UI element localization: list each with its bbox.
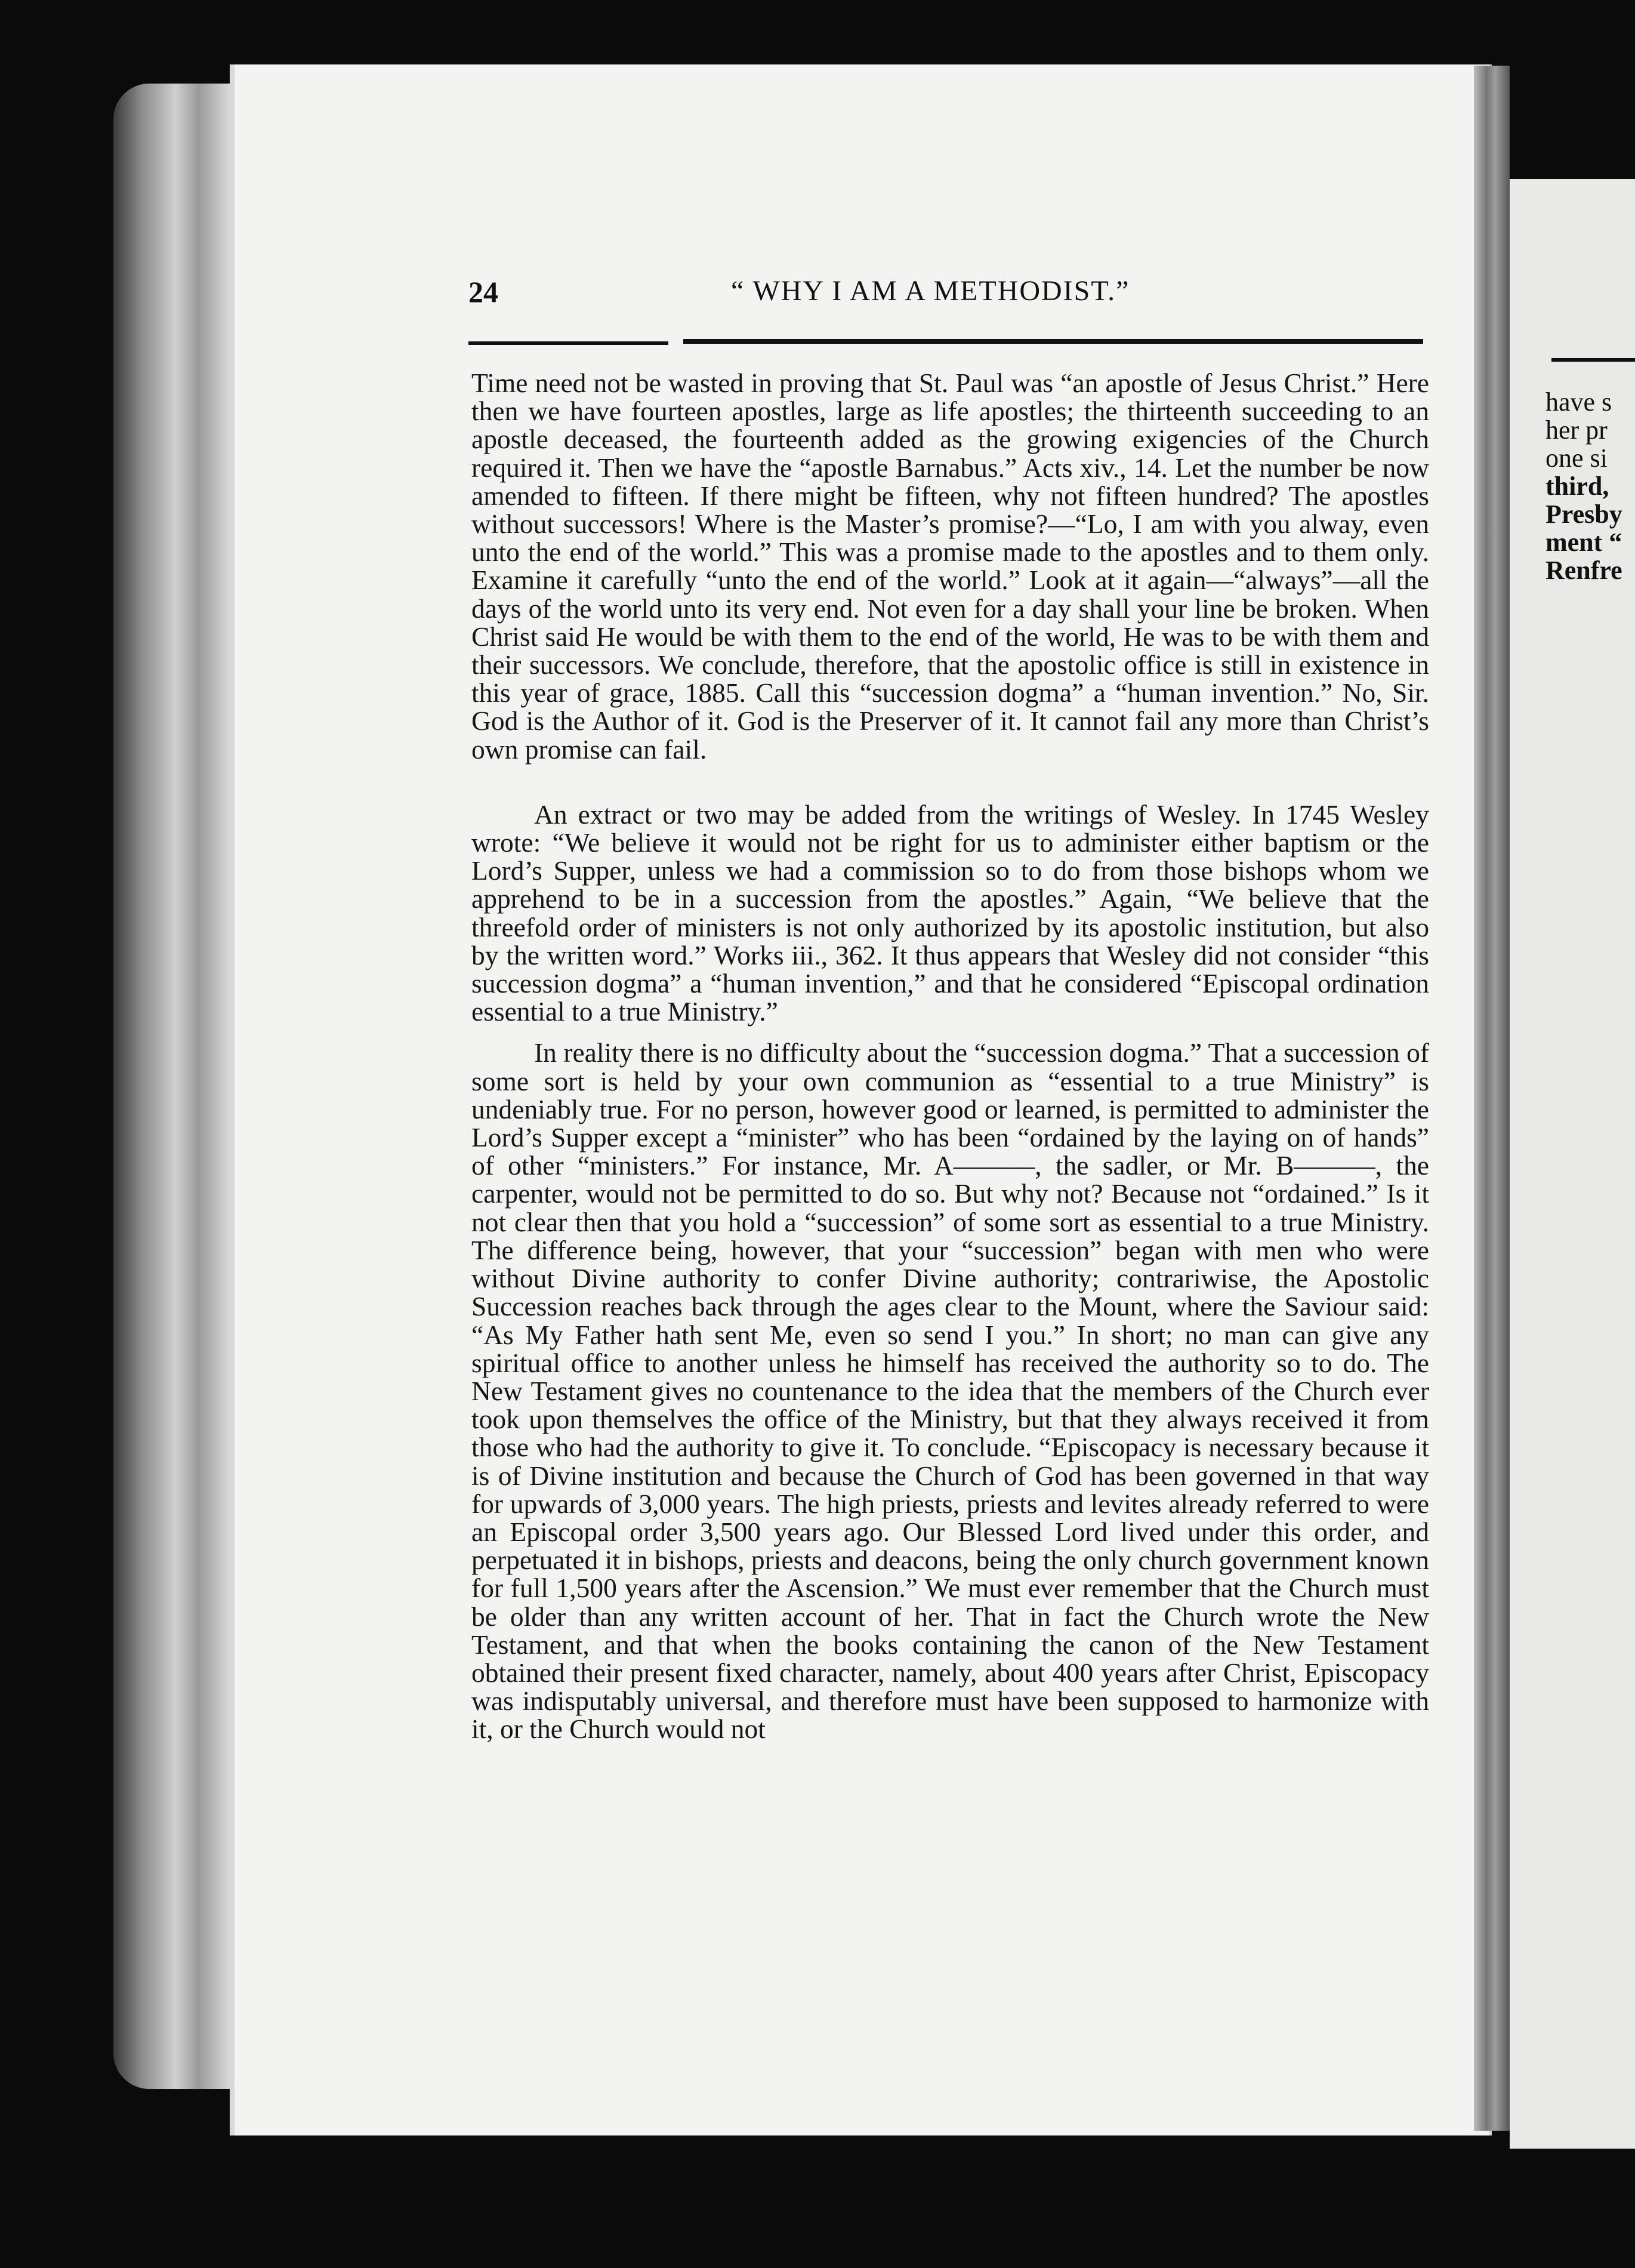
header-rule-left xyxy=(468,341,668,345)
facing-line: her pr xyxy=(1545,415,1608,445)
paragraph: Time need not be wasted in proving that St. Paul was “an apostle of Jesus Christ.” Here then we have fourteen apostles, large as life apostles; the thirteenth succeeding to an apostle deceased, the fourteenth added as the growing exigencies of the Church required it. Then we have the “apostle Barnabus.” Acts xiv., 14. Let the number be now amended to fifteen. If there might be fifteen, why not fifteen hundred? The apostles without successors! Where is the Master’s promise?—“Lo, I am with you alway, even unto the end of the world.” This was a promise made to the apostles and to them only. Examine it carefully “unto the end of the world.” Look at it again—“always”—all the days of the world unto its very end. Not even for a day shall your line be broken. When Christ said He would be with them to the end of the world, He was to be with them and their successors. We conclude, therefore, that the apostolic office is still in existence in this year of grace, 1885. Call this “succession dogma” a “human invention.” No, Sir. God is the Author of it. God is the Preserver of it. It cannot fail any more than Christ’s own promise can fail. xyxy=(471,368,1429,765)
facing-line: have s xyxy=(1545,387,1612,417)
paragraph: An extract or two may be added from the writings of Wesley. In 1745 Wesley wrote: “We believe it would not be right for us to administer either baptism or the Lord’s Supper, unless we had a commission so to do from those bishops whom we apprehend to be in a succession from the apostles.” Again, “We believe that the threefold order of ministers is not only authorized by its apostolic institution, but also by the written word.” Works iii., 362. It thus appears that Wesley did not consider “this succession dogma” a “human invention,” and that he considered “Episcopal ordination essential to a true Ministry.” xyxy=(471,799,1429,1027)
page-body xyxy=(471,369,1429,1743)
facing-line: third, xyxy=(1545,472,1609,501)
facing-page xyxy=(1510,179,1635,2149)
book-gutter xyxy=(1474,66,1510,2131)
facing-line: Renfre xyxy=(1545,556,1622,585)
header-rule-right xyxy=(683,339,1423,344)
facing-line: Presby xyxy=(1545,500,1622,529)
facing-page-rule xyxy=(1551,358,1635,362)
page-number: 24 xyxy=(468,275,498,309)
page-header xyxy=(468,275,1423,316)
facing-line: ment “ xyxy=(1545,528,1622,557)
facing-line: one si xyxy=(1545,443,1608,473)
running-title: “ WHY I AM A METHODIST.” xyxy=(731,275,1130,307)
facing-page-text xyxy=(1545,388,1622,584)
paragraph: In reality there is no difficulty about the “succession dogma.” That a succession of some sort is held by your own communion as “essential to a true Ministry” is undeniably true. For no person, however good or learned, is permitted to administer the Lord’s Supper except a “minister” who has been “ordained by the laying on of hands” of other “ministers.” For instance, Mr. A———, the sadler, or Mr. B———, the carpenter, would not be permitted to do so. But why not? Because not “ordained.” Is it not clear then that you hold a “succession” of some sort as essential to a true Ministry. The difference being, however, that your “succession” began with men who were without Divine authority to confer Divine authority; contrariwise, the Apostolic Succession reaches back through the ages clear to the Mount, where the Saviour said: “As My Father hath sent Me, even so send I you.” In short; no man can give any spiritual office to another unless he himself has received the authority so to do. The New Testament gives no countenance to the idea that the members of the Church ever took upon themselves the office of the Ministry, but that they always received it from those who had the authority to give it. To conclude. “Episcopacy is necessary because it is of Divine institution and because the Church of God has been governed in that way for upwards of 3,000 years. The high priests, priests and levites already referred to were an Episcopal order 3,500 years ago. Our Blessed Lord lived under this order, and perpetuated it in bishops, priests and deacons, being the only church government known for full 1,500 years after the Ascension.” We must ever remember that the Church must be older than any written account of her. That in fact the Church wrote the New Testament, and that when the books containing the canon of the New Testament obtained their present fixed character, namely, about 400 years after Christ, Episcopacy was indisputably universal, and therefore must have been supposed to harmonize with it, or the Church would not xyxy=(471,1037,1429,1745)
